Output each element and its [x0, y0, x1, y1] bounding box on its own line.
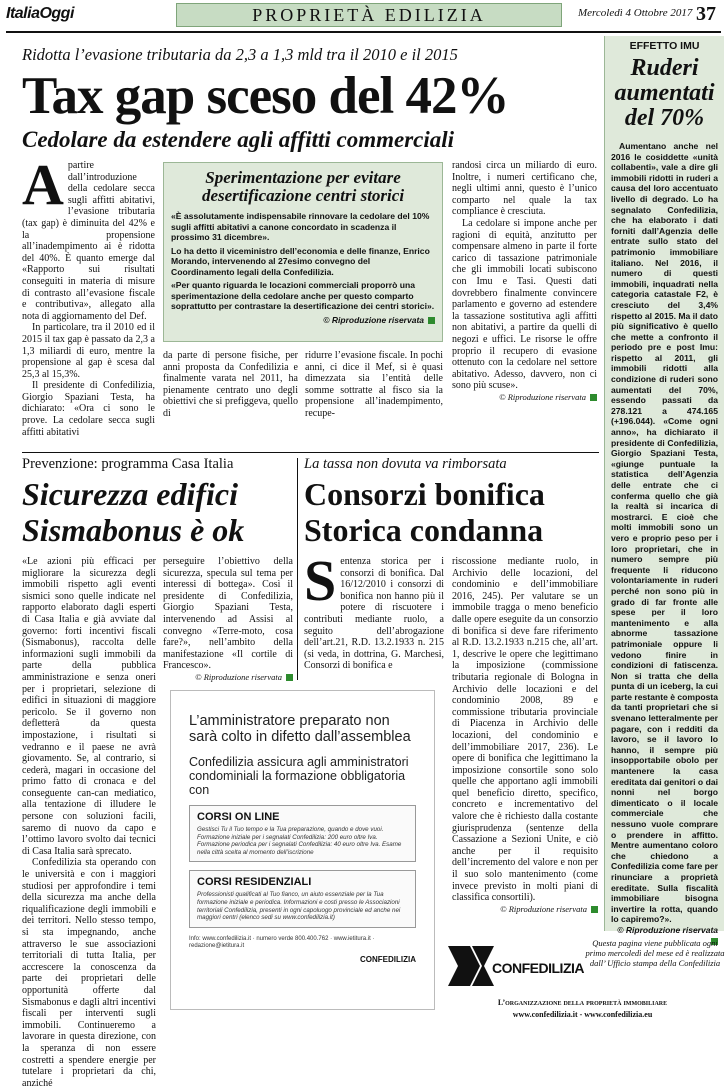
- ad-logo: CONFEDILIZIA: [360, 954, 416, 964]
- main-article-column-3: [305, 350, 443, 442]
- ad-online-text: Gestisci Tu il Tuo tempo e la Tua preparazione, quando e dove vuoi. Formazione iniziale per i segnalati Confedilizia: 200 euro oltre Iva. Formazione periodica per i segnalati Confedilizia: 40 euro oltre Iva. Esame nella città scelta al momento dell’iscrizione: [197, 826, 402, 856]
- main-paragraph: da parte di persone fisiche, per anni proposta da Confedilizia e finalmente varata nel 2011, ha pienamente centrato uno degli obiettivi che si prefiggeva, quello di: [163, 350, 298, 419]
- section-divider: [22, 452, 599, 453]
- right-story-dropcap: S: [304, 548, 337, 613]
- left-story-kicker: Prevenzione: programma Casa Italia: [22, 456, 234, 472]
- right-story-signature: © Riproduzione riservata: [452, 904, 598, 916]
- left-story-column-2: [163, 556, 293, 682]
- main-article-column-4: [452, 160, 597, 442]
- box-paragraph: «È assolutamente indispensabile rinnovare la cedolare del 10% sugli affitti abitativi a canone concordato in scadenza il prossimo 31 dicembre».: [171, 211, 430, 242]
- footer-website-links[interactable]: www.confedilizia.it - www.confedilizia.eu: [512, 1010, 653, 1019]
- ad-subheadline: Confedilizia assicura agli amministratori condominiali la formazione obbligatoria con: [189, 755, 409, 797]
- left-story-paragraph: Confedilizia sta operando con le università e con i maggiori studiosi per approfondire i temi della sicurezza ma anche della riqualificazione degli immobili e dei territori. Nello stesso tempo, si sta impegnando, anche attraverso le sue associazioni territoriali di tutta Italia, per accrescere la conoscenza da parte dei proprietari delle opportunità offerte dal Sismabonus e dagli altri incentivi fiscali per interventi sugli immobili. Continueremo a lavorare in questa direzione, con la speranza di non essere costretti a spendere energie per tutelare i proprietari da chi, anziché: [22, 857, 156, 1089]
- footer-organization: L’organizzazione della proprietà immobiliare: [497, 998, 668, 1007]
- right-story-column-2: [452, 556, 598, 926]
- main-kicker: Ridotta l’evasione tributaria da 2,3 a 1,3 mld tra il 2010 e il 2015: [22, 45, 458, 64]
- footer-note: Questa pagina viene pubblicata ogni primo mercoledì del mese ed è realizzata dall’ Ufficio stampa della Confedilizia: [585, 938, 725, 968]
- ad-contact-info: Info: www.confedilizia.it · numero verde 800.400.762 · www.ietitura.it · redazione@ietitura.it: [189, 935, 375, 950]
- masthead: [6, 0, 721, 30]
- box-title: Sperimentazione per evitare desertificazione centri storici: [201, 168, 405, 205]
- sidebar-paragraph: Aumentano anche nel 2016 le cosiddette «unità collabenti», vale a dire gli immobili ridotti in ruderi a causa del loro accentuato livello di degrado. Lo ha segnalato Confedilizia, che ha elaborato i dati forniti dall’Agenzia delle entrate sullo stato del patrimonio immobiliare italiano. Nel 2016, il numero di questi immobili, inquadrati nella categoria catastale F2, è cresciuto del 3,4% rispetto al 2015. Ma il dato più significativo è quello che mette a confronto il periodo pre e post Imu: rispetto al 2011, gli immobili ridotti alla condizione di ruderi sono aumentati del 70%, essendo passati da 278.121 a 474.165 (+196.044). «Come ogni anno», ha dichiarato il presidente di Confedilizia, Giorgio Spaziani Testa, «giunge puntuale la statistica dell’Agenzia delle entrate che ci conferma quello che già la realtà si incarica di mostrarci. E cioè che molti immobili sono un vero e proprio peso per i loro proprietari, che in numero sempre più frequente li riducono volontariamente in ruderi perché non sono più in grado di far fronte alle spese per il loro mantenimento e alla abnorme tassazione patrimoniale oppure li vedono finire in condizioni di fatiscenza. Non si tratta che della punta di un iceberg, la cui parte restante è composta da tanti proprietari che si svenano letteralmente per pagare, con i redditi da lavoro, se il lavoro lo hanno, il sempre più insopportabile obolo per mantenere la casa ereditata dai genitori o dai nonni nel borgo dimenticato o il locale commerciale che nessuno vuole comprare o prendere in affitto. Mentre aumentano coloro che chiedono a Confedilizia come fare per rinunciare a proprietà ereditate. Sulla fiscalità immobiliare bisogna invertire la rotta, quando lo capiremo?».: [611, 141, 718, 925]
- main-paragraph: randosi circa un miliardo di euro. Inoltre, i numeri certificano che, negli ultimi anni, questo è l’unico comparto nel quale la tax compliance è cresciuta.: [452, 160, 597, 218]
- sidebar-title: Ruderi aumentati del 70%: [614, 55, 715, 131]
- ad-online-title: CORSI ON LINE: [197, 811, 280, 823]
- box-paragraph: «Per quanto riguarda le locazioni commerciali proporrò una sperimentazione della cedolare anche per questo comparto soprattutto per contrastare la desertificazione dei centri storici».: [171, 280, 435, 311]
- ad-online-courses: [189, 805, 416, 862]
- ad-residential-courses: [189, 870, 416, 927]
- confedilizia-advertisement: [170, 690, 435, 1010]
- box-paragraph: Lo ha detto il viceministro dell’economia e delle finanze, Enrico Morando, intervenendo al 27esimo convegno del Coordinamento legali della Confedilizia.: [171, 245, 430, 277]
- main-paragraph: partire dall’introduzione della cedolare secca sugli affitti abitativi, l’evasione tributaria (tax gap) è diminuita del 42% e la propensione all’inadempimento ai è ridotta del 40%. È quanto emerge dal «Rapporto sui risultati conseguiti in materia di misure di contrasto all’evasione fiscale e contributiva», allegato alla nota di aggiornamento del Def.: [22, 160, 155, 322]
- left-story-title-2: Sismabonus è ok: [22, 512, 245, 548]
- right-story-title-1: Consorzi bonifica: [304, 476, 545, 512]
- issue-date: Mercoledì 4 Ottobre 2017: [578, 7, 693, 19]
- footer-logo-text: CONFEDILIZIA: [492, 960, 584, 976]
- left-story-paragraph: perseguire l’obiettivo della sicurezza, specula sul tema per interessi di bottega». Così il presidente di Confedilizia, Giorgio Spaziani Testa, intervenendo ad Assisi al convegno «Terre-moto, cosa fare?», nell’ambito della manifestazione «Il cortile di Francesco».: [163, 556, 293, 672]
- main-headline: Tax gap sceso del 42%: [22, 67, 509, 125]
- main-dropcap: A: [22, 152, 64, 217]
- section-title: PROPRIETÀ EDILIZIA: [176, 3, 562, 27]
- left-story-paragraph: «Le azioni più efficaci per migliorare la sicurezza degli immobili rispetto agli eventi sismici sono quelle indicate nel rapporto elaborato dagli esperti di Casa Italia e già avviate dal governo: forti incentivi fiscali (Sismabonus), raccolta delle informazioni sugli immobili da parte della pubblica amministrazione e senza oneri per i proprietari, selezione di edifici in situazioni di maggiore pericolo. Se il governo non defletterà da questa impostazione, i risultati si vedranno e il paese ne avrà giovamento. Se, al contrario, si cederà, magari in occasione del primo fatto di cronaca e del conseguente can-can mediatico, alla tentazione di illudere le persone con soluzioni facili, saremo di nuovo da capo e l’ottimo lavoro svolto dai tecnici di Casa Italia sarà sprecato.: [22, 556, 156, 857]
- left-story-column-1: [22, 556, 156, 1089]
- sidebar-label: EFFETTO IMU: [629, 40, 700, 52]
- main-paragraph: Il presidente di Confedilizia, Giorgio Spaziani Testa, ha dichiarato: «Ora ci sono le prove. La cedolare secca sugli affitti abitativi: [22, 380, 155, 438]
- publication-logo: ItaliaOggi: [6, 5, 74, 22]
- ad-residential-text: Professionisti qualificati al Tuo fianco, un aiuto essenziale per la Tua formazione iniziale e periodica. Informazioni e costi presso le Associazioni territoriali Confedilizia, presenti in ogni capoluogo provinciale ed anche nei maggiori centri (elenco sedi su www.confedilizia.it): [197, 891, 401, 922]
- main-paragraph: ridurre l’evasione fiscale. In pochi anni, ci dice il Mef, si è quasi dimezzata sia l’entità delle somme sottratte al fisco sia la propensione all’inadempimento, recupe-: [305, 350, 443, 419]
- sidebar-signature: © Riproduzione riservata: [611, 925, 718, 946]
- confedilizia-logo: [440, 938, 590, 998]
- main-subheadline: Cedolare da estendere agli affitti commerciali: [22, 127, 455, 152]
- main-paragraph: In particolare, tra il 2010 ed il 2015 il tax gap è passato da 2,3 a 1,3 miliardi di euro, mentre la propensione al gap è scesa dal 25,3 al 15,3%.: [22, 322, 155, 380]
- effetto-imu-sidebar: [604, 36, 724, 935]
- right-story-paragraph: riscossione mediante ruolo, in Archivio delle locazioni, del condominio e dell’immobiliare 2016, 245). Per valutare se un immobile tragga o meno beneficio dalle opere eseguite da un consorzio di bonifica si deve fare riferimento al R.D. 13.2.1933 n.215 che, all’art. 1, descrive le opere che legittimano la imposizione (commissione tributaria regionale di Bologna in Archivio delle locazioni e del condominio 2008, 89 e commissione tributaria provinciale di Piacenza in Archivio delle locazioni, del condominio e dell’immobiliare 2017, 236). Le opere di bonifica che legittimano la imposizione consortile sono solo quelle che apportano agli immobili quel beneficio diretto, specifico, concreto e incrementativo del valore che è richiesto dalla costante giurisprudenza (sentenze della Cassazione a Sezioni Unite, e ciò anche per il requisito dell’incremento del valore e non per il suo solo mantenimento (come invece previsto in molti piani di classifica consortili).: [452, 556, 598, 904]
- left-story-title-1: Sicurezza edifici: [22, 476, 238, 512]
- interview-box: [163, 162, 443, 342]
- main-article-column-2: [163, 350, 298, 442]
- ad-headline: L’amministratore preparato non sarà colto in difetto dall’assemblea: [189, 713, 411, 745]
- right-story-column-1: [304, 548, 444, 680]
- right-story-title-2: Storica condanna: [304, 512, 544, 548]
- right-story-kicker: La tassa non dovuta va rimborsata: [304, 456, 507, 472]
- column-divider: [297, 458, 298, 680]
- left-story-signature: © Riproduzione riservata: [163, 672, 293, 684]
- masthead-rule: [6, 31, 721, 33]
- page-number: 37: [696, 3, 716, 25]
- main-signature: © Riproduzione riservata: [452, 392, 597, 404]
- box-signature: © Riproduzione riservata: [171, 315, 435, 326]
- ad-residential-title: CORSI RESIDENZIALI: [197, 876, 312, 889]
- main-article-column-1: [22, 152, 155, 442]
- main-paragraph: La cedolare si impone anche per ragioni di equità, anzitutto per compensare almeno in parte il forte carico di tassazione patrimoniale che gli immobili locati subiscono con Imu e Tasi. Questi dati dovrebbero finalmente convincere parlamento e governo ad estendere la tassazione sostitutiva agli affitti non abitativi, a partire da quelli di negozi e uffici. Le risorse le offre proprio il recupero di evasione ottenuto con la cedolare nel settore abitativo. Adesso, davvero, non ci sono più scuse».: [452, 217, 597, 392]
- right-story-paragraph: entenza storica per i consorzi di bonifica. Dal 16/12/2010 i consorzi di bonifica non hanno più il potere di riscuotere i contributi mediante ruolo, a seguito dell’abrogazione dell’art.21, R.D. 13.2.1933 n. 215 (si veda, in dottrina, G. Marchesi, Consorzi di bonifica e: [304, 556, 444, 672]
